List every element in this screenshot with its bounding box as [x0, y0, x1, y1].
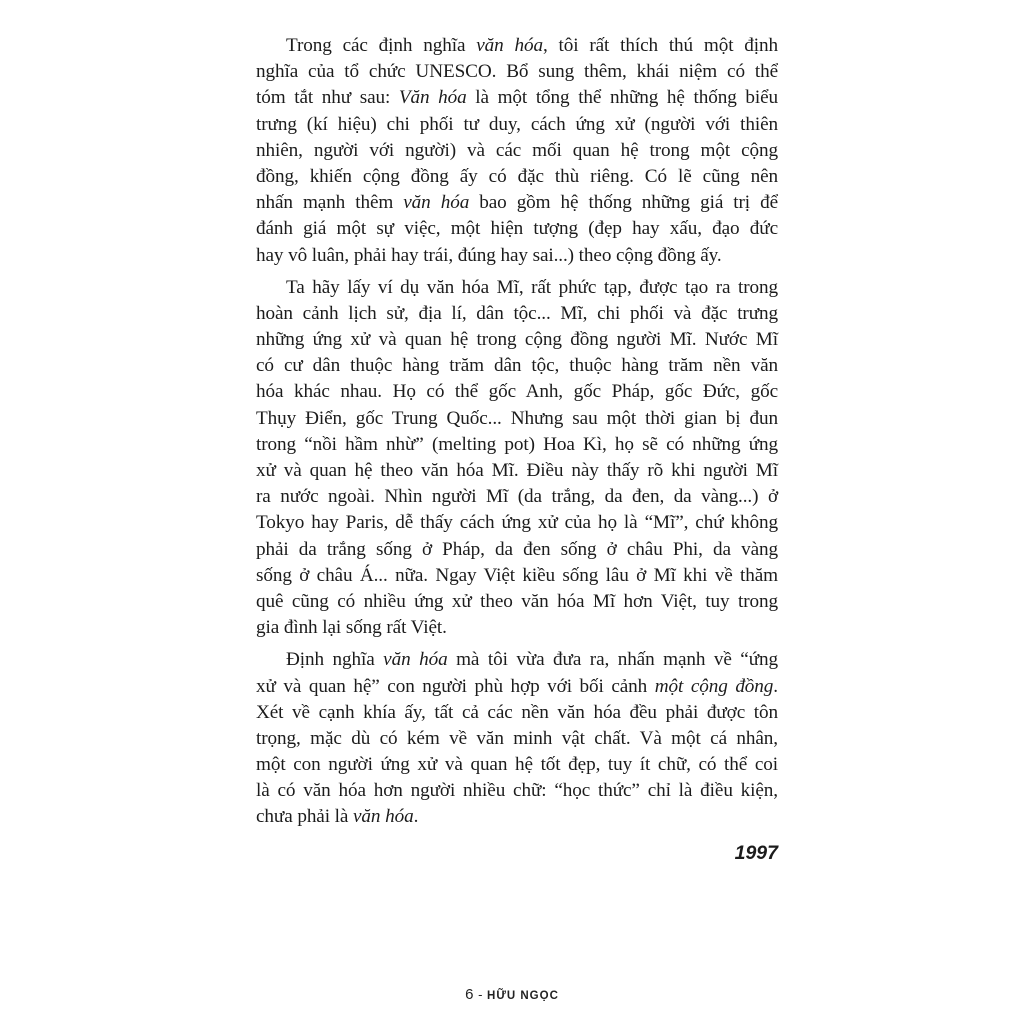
- text-run: quê cũng có nhiều ứng xử theo văn hóa Mĩ hơn Việt, tuy trong: [256, 590, 778, 612]
- text-run: hay vô luân, phải hay trái, đúng hay sai...) theo cộng đồng ấy.: [256, 244, 722, 266]
- text-line: [256, 458, 778, 484]
- text-line: [256, 778, 778, 804]
- text-line: [256, 243, 778, 269]
- text-run: gia đình lại sống rất Việt.: [256, 617, 447, 639]
- text-run: .: [413, 806, 419, 828]
- text-run: sống ở châu Á... nữa. Ngay Việt kiều sống lâu ở Mĩ khi về thăm: [256, 564, 778, 586]
- text-run: trong “nồi hầm nhừ” (melting pot) Hoa Kì, họ sẽ có những ứng: [256, 433, 778, 455]
- text-run: một con người ứng xử và quan hệ tốt đẹp, tuy ít chữ, có thể coi: [256, 754, 778, 776]
- text-run: nghĩa của tổ chức UNESCO. Bổ sung thêm, khái niệm có thể: [256, 61, 778, 83]
- text-run: trọng, mặc dù có kém về văn minh vật chất. Và một cá nhân,: [256, 727, 778, 749]
- text-run: chưa phải là: [256, 806, 353, 828]
- text-run: .: [773, 675, 778, 697]
- text-run: mà tôi vừa đưa ra, nhấn mạnh về “ứng: [447, 649, 778, 671]
- text-run: Xét về cạnh khía ấy, tất cả các nền văn hóa đều phải được tôn: [256, 701, 778, 723]
- text-line: [256, 615, 778, 641]
- text-run: Tokyo hay Paris, dễ thấy cách ứng xử của họ là “Mĩ”, chứ không: [256, 512, 778, 534]
- text-run: hóa khác nhau. Họ có thể gốc Anh, gốc Pháp, gốc Đức, gốc: [256, 381, 778, 403]
- text-line: [256, 275, 778, 301]
- text-line: [256, 301, 778, 327]
- page-footer: [0, 986, 1024, 1003]
- text-run: những ứng xử và quan hệ trong cộng đồng người Mĩ. Nước Mĩ: [256, 329, 778, 351]
- text-line: [256, 406, 778, 432]
- text-run: có cư dân thuộc hàng trăm dân tộc, thuộc hàng trăm nền văn: [256, 355, 778, 377]
- text-run: là một tổng thể những hệ thống biểu: [466, 87, 779, 109]
- footer-author: HỮU NGỌC: [487, 990, 559, 1002]
- text-run: xử và quan hệ theo văn hóa Mĩ. Điều này thấy rõ khi người Mĩ: [256, 460, 778, 481]
- body-text: [256, 33, 778, 831]
- footer-separator: -: [478, 987, 483, 1002]
- text-run: trưng (kí hiệu) chi phối tư duy, cách ứng xử (người với thiên: [256, 113, 778, 135]
- italic-term: văn hóa: [403, 192, 470, 214]
- italic-term: văn hóa: [353, 806, 414, 828]
- italic-term: Văn hóa: [398, 87, 467, 109]
- essay-year: 1997: [734, 842, 778, 864]
- text-line: [256, 510, 778, 536]
- text-run: bao gồm hệ thống những giá trị để: [469, 192, 778, 214]
- italic-term: văn hóa: [383, 649, 448, 671]
- text-line: [256, 85, 778, 111]
- text-line: [256, 563, 778, 589]
- text-run: đồng, khiến cộng đồng ấy có đặc thù riêng. Có lẽ cũng nên: [256, 165, 778, 187]
- text-line: [256, 647, 778, 673]
- text-run: Thụy Điển, gốc Trung Quốc... Nhưng sau một thời gian bị đun: [256, 407, 778, 429]
- text-line: [256, 353, 778, 379]
- text-line: [256, 537, 778, 563]
- text-line: [256, 484, 778, 510]
- text-run: ra nước ngoài. Nhìn người Mĩ (da trắng, da đen, da vàng...) ở: [256, 486, 778, 508]
- text-line: [256, 112, 778, 138]
- italic-term: một cộng đồng: [654, 675, 774, 697]
- text-line: [256, 164, 778, 190]
- text-run: Trong các định nghĩa: [286, 35, 477, 56]
- text-line: [256, 432, 778, 458]
- text-run: đánh giá một sự việc, một hiện tượng (đẹp hay xấu, đạo đức: [256, 218, 778, 240]
- italic-term: văn hóa: [476, 35, 543, 56]
- text-line: [256, 138, 778, 164]
- text-run: phải da trắng sống ở Pháp, da đen sống ở châu Phi, da vàng: [256, 538, 778, 560]
- text-run: Định nghĩa: [286, 649, 384, 671]
- text-line: [256, 674, 778, 700]
- text-run: Ta hãy lấy ví dụ văn hóa Mĩ, rất phức tạp, được tạo ra trong: [286, 276, 778, 298]
- text-line: [256, 327, 778, 353]
- text-line: [256, 216, 778, 242]
- text-run: , tôi rất thích thú một định: [542, 35, 779, 56]
- text-run: nhấn mạnh thêm: [256, 192, 404, 214]
- text-line: [256, 589, 778, 615]
- text-line: [256, 379, 778, 405]
- text-run: hoàn cảnh lịch sử, địa lí, dân tộc... Mĩ, chi phối và đặc trưng: [256, 302, 778, 324]
- text-line: [256, 190, 778, 216]
- text-line: [256, 59, 778, 85]
- text-line: [256, 700, 778, 726]
- text-run: xử và quan hệ” con người phù hợp với bối cảnh: [256, 675, 655, 697]
- text-line: [256, 726, 778, 752]
- text-line: [256, 804, 778, 830]
- page-number: 6: [465, 986, 474, 1003]
- text-line: [256, 33, 778, 59]
- text-line: [256, 752, 778, 778]
- text-run: nhiên, người với người) và các mối quan hệ trong một cộng: [256, 139, 778, 161]
- text-run: tóm tắt như sau:: [256, 87, 399, 109]
- text-run: là có văn hóa hơn người nhiều chữ: “học thức” chỉ là điều kiện,: [256, 780, 778, 802]
